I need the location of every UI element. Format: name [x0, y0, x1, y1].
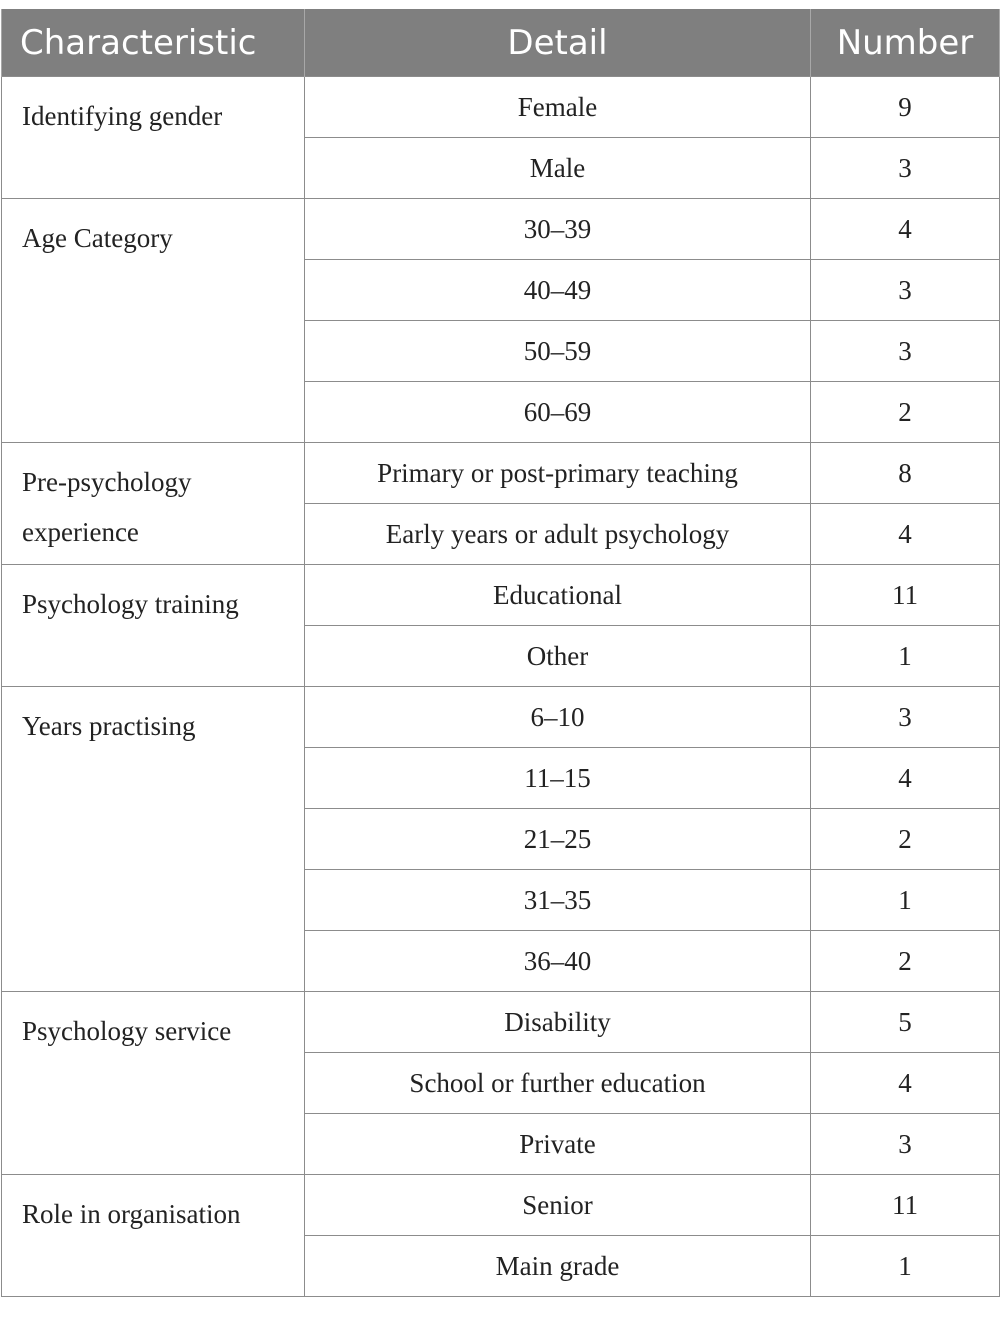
header-row	[2, 9, 1000, 77]
table-body	[2, 77, 1000, 1297]
detail-cell: 36–40	[305, 931, 811, 992]
detail-cell: Disability	[305, 992, 811, 1053]
characteristic-cell: Identifying gender	[2, 77, 305, 199]
header-detail: Detail	[305, 9, 811, 77]
detail-cell: 50–59	[305, 321, 811, 382]
table-row	[2, 443, 1000, 504]
participant-characteristics-table	[1, 9, 1000, 1297]
number-cell: 4	[811, 504, 1000, 565]
detail-cell: Primary or post-primary teaching	[305, 443, 811, 504]
characteristic-cell: Pre-psychology experience	[2, 443, 305, 565]
characteristic-cell: Age Category	[2, 199, 305, 443]
number-cell: 3	[811, 1114, 1000, 1175]
detail-cell: Senior	[305, 1175, 811, 1236]
number-cell: 2	[811, 931, 1000, 992]
detail-cell: Main grade	[305, 1236, 811, 1297]
detail-cell: 11–15	[305, 748, 811, 809]
number-cell: 11	[811, 1175, 1000, 1236]
number-cell: 4	[811, 748, 1000, 809]
number-cell: 5	[811, 992, 1000, 1053]
detail-cell: 21–25	[305, 809, 811, 870]
number-cell: 8	[811, 443, 1000, 504]
header-characteristic: Characteristic	[2, 9, 305, 77]
number-cell: 1	[811, 870, 1000, 931]
detail-cell: 6–10	[305, 687, 811, 748]
number-cell: 4	[811, 1053, 1000, 1114]
number-cell: 2	[811, 809, 1000, 870]
number-cell: 1	[811, 626, 1000, 687]
detail-cell: 30–39	[305, 199, 811, 260]
characteristic-cell: Psychology service	[2, 992, 305, 1175]
characteristic-cell: Psychology training	[2, 565, 305, 687]
table-row	[2, 1175, 1000, 1236]
detail-cell: Male	[305, 138, 811, 199]
table-header	[2, 9, 1000, 77]
number-cell: 3	[811, 687, 1000, 748]
number-cell: 3	[811, 138, 1000, 199]
header-number: Number	[811, 9, 1000, 77]
table-row	[2, 565, 1000, 626]
detail-cell: School or further education	[305, 1053, 811, 1114]
detail-cell: 60–69	[305, 382, 811, 443]
detail-cell: 40–49	[305, 260, 811, 321]
detail-cell: Female	[305, 77, 811, 138]
number-cell: 4	[811, 199, 1000, 260]
detail-cell: Educational	[305, 565, 811, 626]
number-cell: 3	[811, 260, 1000, 321]
detail-cell: Early years or adult psychology	[305, 504, 811, 565]
table-row	[2, 687, 1000, 748]
number-cell: 9	[811, 77, 1000, 138]
number-cell: 1	[811, 1236, 1000, 1297]
characteristic-cell: Years practising	[2, 687, 305, 992]
characteristic-cell: Role in organisation	[2, 1175, 305, 1297]
detail-cell: Private	[305, 1114, 811, 1175]
table-row	[2, 77, 1000, 138]
number-cell: 11	[811, 565, 1000, 626]
number-cell: 2	[811, 382, 1000, 443]
detail-cell: Other	[305, 626, 811, 687]
detail-cell: 31–35	[305, 870, 811, 931]
number-cell: 3	[811, 321, 1000, 382]
table-row	[2, 199, 1000, 260]
table-row	[2, 992, 1000, 1053]
